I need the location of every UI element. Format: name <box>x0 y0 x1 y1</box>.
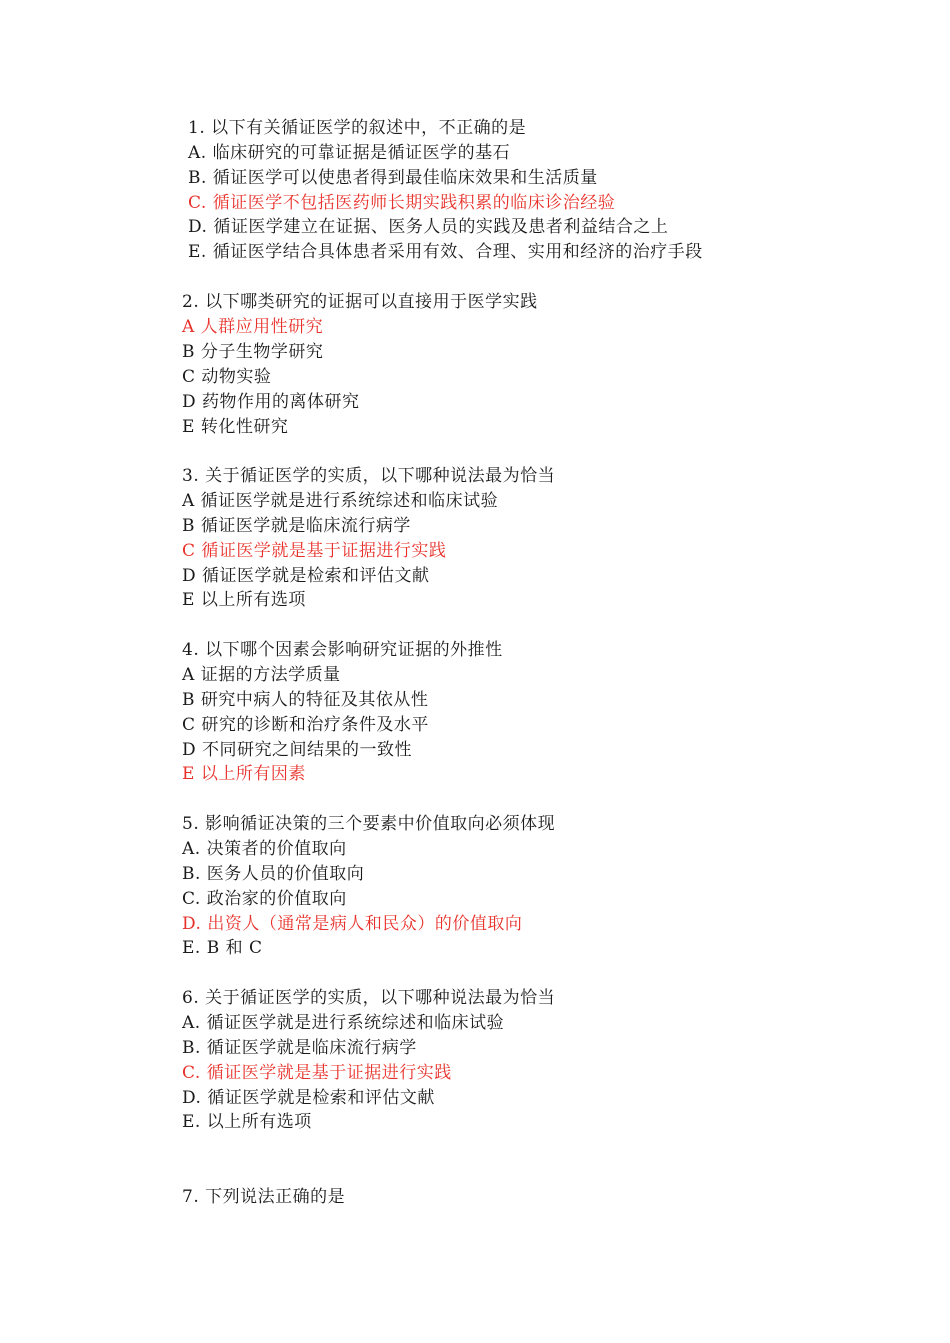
question-3-option-e: E 以上所有选项 <box>182 590 306 610</box>
question-2-option-c: C 动物实验 <box>182 367 272 387</box>
question-1-option-a: A. 临床研究的可靠证据是循证医学的基石 <box>188 143 511 163</box>
question-3-option-b: B 循证医学就是临床流行病学 <box>182 516 411 536</box>
question-3-stem: 3. 关于循证医学的实质，以下哪种说法最为恰当 <box>182 466 556 486</box>
question-5-option-d-correct: D. 出资人（通常是病人和民众）的价值取向 <box>182 914 523 934</box>
question-6-option-e: E. 以上所有选项 <box>182 1112 312 1132</box>
question-6-option-b: B. 循证医学就是临床流行病学 <box>182 1038 417 1058</box>
question-6-option-d: D. 循证医学就是检索和评估文献 <box>182 1088 435 1108</box>
question-2-stem: 2. 以下哪类研究的证据可以直接用于医学实践 <box>182 292 538 312</box>
question-4-option-b: B 研究中病人的特征及其依从性 <box>182 690 429 710</box>
question-5-stem: 5. 影响循证决策的三个要素中价值取向必须体现 <box>182 814 556 834</box>
question-2-option-b: B 分子生物学研究 <box>182 342 324 362</box>
question-5-option-c: C. 政治家的价值取向 <box>182 889 347 909</box>
question-3-option-d: D 循证医学就是检索和评估文献 <box>182 566 430 586</box>
question-1-option-c-correct: C. 循证医学不包括医药师长期实践积累的临床诊治经验 <box>188 193 616 213</box>
question-5-option-a: A. 决策者的价值取向 <box>182 839 347 859</box>
question-5-option-e: E. B 和 C <box>182 938 263 958</box>
question-2-option-e: E 转化性研究 <box>182 417 289 437</box>
question-1-option-d: D. 循证医学建立在证据、医务人员的实践及患者利益结合之上 <box>188 217 669 237</box>
question-4-stem: 4. 以下哪个因素会影响研究证据的外推性 <box>182 640 503 660</box>
question-4-option-c: C 研究的诊断和治疗条件及水平 <box>182 715 429 735</box>
question-4-option-d: D 不同研究之间结果的一致性 <box>182 740 413 760</box>
question-3-option-a: A 循证医学就是进行系统综述和临床试验 <box>182 491 499 511</box>
question-6-option-c-correct: C. 循证医学就是基于证据进行实践 <box>182 1063 452 1083</box>
question-1-option-e: E. 循证医学结合具体患者采用有效、合理、实用和经济的治疗手段 <box>188 242 703 262</box>
question-1-option-b: B. 循证医学可以使患者得到最佳临床效果和生活质量 <box>188 168 598 188</box>
question-6-stem: 6. 关于循证医学的实质，以下哪种说法最为恰当 <box>182 988 556 1008</box>
question-5-option-b: B. 医务人员的价值取向 <box>182 864 365 884</box>
question-2-option-d: D 药物作用的离体研究 <box>182 392 360 412</box>
question-2-option-a-correct: A 人群应用性研究 <box>182 317 324 337</box>
question-6-option-a: A. 循证医学就是进行系统综述和临床试验 <box>182 1013 505 1033</box>
question-4-option-a: A 证据的方法学质量 <box>182 665 341 685</box>
question-7-stem: 7. 下列说法正确的是 <box>182 1187 346 1207</box>
question-3-option-c-correct: C 循证医学就是基于证据进行实践 <box>182 541 447 561</box>
question-4-option-e-correct: E 以上所有因素 <box>182 764 306 784</box>
question-1-stem: 1. 以下有关循证医学的叙述中，不正确的是 <box>188 118 527 138</box>
